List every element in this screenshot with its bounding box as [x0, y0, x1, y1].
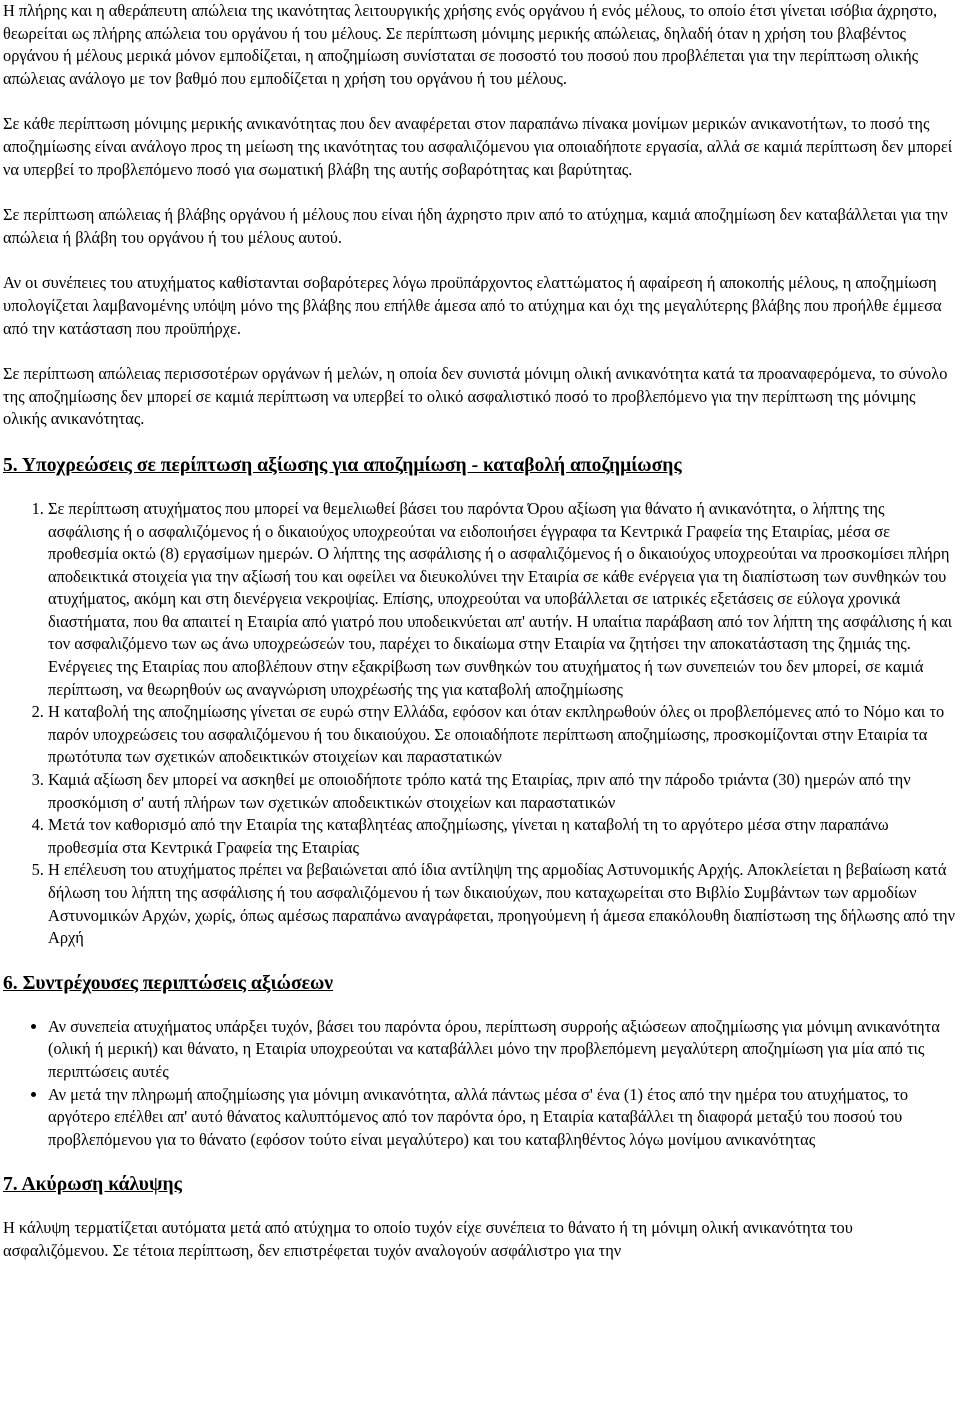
- section-7-paragraph: Η κάλυψη τερματίζεται αυτόματα μετά από ατύχημα το οποίο τυχόν είχε συνέπεια το θάνατο ή τη μόνιμη ολική ανικανότητα του ασφαλιζόμενου. Σε τέτοια περίπτωση, δεν επιστρέφεται τυχόν αναλογούν ασφάλιστρο για την: [3, 1218, 853, 1260]
- section-5-item-1: 1. Σε περίπτωση ατυχήματος που μπορεί να θεμελιωθεί βάσει του παρόντα Όρου αξίωση για θάνατο ή ανικανότητα, ο λήπτης της ασφάλισης ή ο ασφαλιζόμενος ή ο δικαιούχος υποχρεούται να ειδοποιήσει έγγραφα τα Κεντρικά Γραφεία της Εταιρίας, μέσα σε προθεσμία οκτώ (8) εργασίμων ημερών. Ο λήπτης της ασφάλισης ή ο ασφαλιζόμενος ή ο δικαιούχος υποχρεούται να προσκομίσει πλήρη αποδεικτικά στοιχεία για την αξίωσή του και οφείλει να διευκολύνει την Εταιρία σε κάθε ενέργεια για τη διαπίστωση των συνθηκών του ατυχήματος, ακόμη και στη διενέργεια νεκροψίας. Επίσης, υποχρεούται να υποβάλλεται σε ιατρικές εξετάσεις σε εύλογα χρονικά διαστήματα, που θα απαιτεί η Εταιρία από γιατρό που υποδεικνύεται απ' αυτήν. Η υπαίτια παράβαση από τον λήπτη της ασφάλισης ή και τον ασφαλιζόμενο των ως άνω υποχρεώσεών του, παρέχει το δικαίωμα στην Εταιρία να ζητήσει την αποκατάσταση της ζημιάς της. Ενέργειες της Εταιρίας που αποβλέπουν στην εξακρίβωση των συνθηκών του ατυχήματος ή των συνεπειών του δεν μπορεί, σε καμιά περίπτωση, να θεωρηθούν ως αναγνώριση υποχρέωσής της για καταβολή αποζημίωσης: [48, 498, 956, 701]
- section-5-heading: 5. Υποχρεώσεις σε περίπτωση αξίωσης για αποζημίωση - καταβολή αποζημίωσης: [3, 454, 682, 476]
- section-6-item-2: • Αν μετά την πληρωμή αποζημίωσης για μόνιμη ανικανότητα, αλλά πάντως μέσα σ' ένα (1) έτος από την ημέρα του ατυχήματος, το αργότερο επέλθει απ' αυτό θάνατος καλυπτόμενος από τον παρόντα όρο, η Εταιρία καταβάλλει τη διαφορά μεταξύ του ποσού του προβλεπόμενου για το θάνατο (εφόσον τούτο είναι μεγαλύτερο) και του καταβληθέντος λόγω μονίμου ανικανότητας: [48, 1084, 956, 1152]
- section-7-heading: 7. Ακύρωση κάλυψης: [3, 1174, 182, 1196]
- section-5-item-4: 4. Μετά τον καθορισμό από την Εταιρία της καταβλητέας αποζημίωσης, γίνεται η καταβολή τη το αργότερο μέσα στην παραπάνω προθεσμία στα Κεντρικά Γραφεία της Εταιρίας: [48, 814, 956, 859]
- paragraph-preexisting-defect: Αν οι συνέπειες του ατυχήματος καθίστανται σοβαρότερες λόγω προϋπάρχοντος ελαττώματος ή αφαίρεση ή αποκοπής μέλους, η αποζημίωση υπολογίζεται λαμβανομένης υπόψη μόνο της βλάβης που επήλθε άμεσα από το ατύχημα και όχι της μεγαλύτερης βλάβης που προήλθε έμμεσα από την κατάσταση που προϋπήρχε.: [3, 273, 942, 338]
- paragraph-total-loss: Η πλήρης και η αθεράπευτη απώλεια της ικανότητας λειτουργικής χρήσης ενός οργάνου ή ενός μέλους, το οποίο έτσι γίνεται ισόβια άχρηστο, θεωρείται ως πλήρης απώλεια του οργάνου ή του μέλους. Σε περίπτωση μόνιμης μερικής απώλειας, δηλαδή όταν η χρήση του βλαβέντος οργάνου ή μέλους μερικά μόνον εμποδίζεται, η αποζημίωση συνίσταται σε ποσοστό του ποσού που προβλέπεται για την περίπτωση ολικής απώλειας ανάλογο με τον βαθμό που εμποδίζεται η χρήση του οργάνου ή του μέλους.: [3, 1, 938, 88]
- section-5-item-5: 5. Η επέλευση του ατυχήματος πρέπει να βεβαιώνεται από ίδια αντίληψη της αρμοδίας Αστυνομικής Αρχής. Αποκλείεται η βεβαίωση κατά δήλωση του λήπτη της ασφάλισης ή του ασφαλιζόμενου ή των δικαιούχων, που καταχωρείται στο Βιβλίο Συμβάντων των αρμοδίων Αστυνομικών Αρχών, χωρίς, όπως αμέσως παραπάνω αναγράφεται, προηγούμενη ή άμεσα επακόλουθη διαπίστωση της δήλωσης από την Αρχή: [48, 859, 956, 949]
- section-5-list: [3, 498, 956, 950]
- section-6-list: [3, 1016, 956, 1152]
- paragraph-prior-useless-organ: Σε περίπτωση απώλειας ή βλάβης οργάνου ή μέλους που είναι ήδη άχρηστο πριν από το ατύχημα, καμιά αποζημίωση δεν καταβάλλεται για την απώλεια ή βλάβη του οργάνου ή του μέλους αυτού.: [3, 205, 948, 247]
- section-5-item-3: 3. Καμιά αξίωση δεν μπορεί να ασκηθεί με οποιοδήποτε τρόπο κατά της Εταιρίας, πριν από την πάροδο τριάντα (30) ημερών από την προσκόμιση σ' αυτή πλήρων των σχετικών αποδεικτικών στοιχείων και παραστατικών: [48, 769, 956, 814]
- section-6-heading: 6. Συντρέχουσες περιπτώσεις αξιώσεων: [3, 972, 334, 994]
- paragraph-partial-disability: Σε κάθε περίπτωση μόνιμης μερικής ανικανότητας που δεν αναφέρεται στον παραπάνω πίνακα μονίμων μερικών ανικανοτήτων, το ποσό της αποζημίωσης είναι ανάλογο προς τη μείωση της ικανότητας του ασφαλιζόμενου για οποιαδήποτε εργασία, αλλά σε καμιά περίπτωση δεν μπορεί να υπερβεί το προβλεπόμενο ποσό για σωματική βλάβη της αυτής σοβαρότητας και βαρύτητας.: [3, 114, 953, 179]
- section-5-item-2: 2. Η καταβολή της αποζημίωσης γίνεται σε ευρώ στην Ελλάδα, εφόσον και όταν εκπληρωθούν όλες οι προβλεπόμενες από το Νόμο και το παρόν υποχρεώσεις του ασφαλιζόμενου ή του δικαιούχου. Σε οποιαδήποτε περίπτωση αποζημίωσης, προσκομίζονται στην Εταιρία τα πρωτότυπα των σχετικών αποδεικτικών στοιχείων και παραστατικών: [48, 701, 956, 769]
- section-6-item-1: • Αν συνεπεία ατυχήματος υπάρξει τυχόν, βάσει του παρόντα όρου, περίπτωση συρροής αξιώσεων αποζημίωσης για μόνιμη ανικανότητα (ολική ή μερική) και θάνατο, η Εταιρία υποχρεούται να καταβάλλει μόνο την προβλεπόμενη μεγαλύτερη αποζημίωση για μία από τις περιπτώσεις αυτές: [48, 1016, 956, 1084]
- paragraph-multiple-organs: Σε περίπτωση απώλειας περισσοτέρων οργάνων ή μελών, η οποία δεν συνιστά μόνιμη ολική ανικανότητα κατά τα προαναφερόμενα, το σύνολο της αποζημίωσης δεν μπορεί σε καμιά περίπτωση να υπερβεί το ολικό ασφαλιστικό ποσό το προβλεπόμενο για την περίπτωση της μόνιμης ολικής ανικανότητας.: [3, 364, 948, 429]
